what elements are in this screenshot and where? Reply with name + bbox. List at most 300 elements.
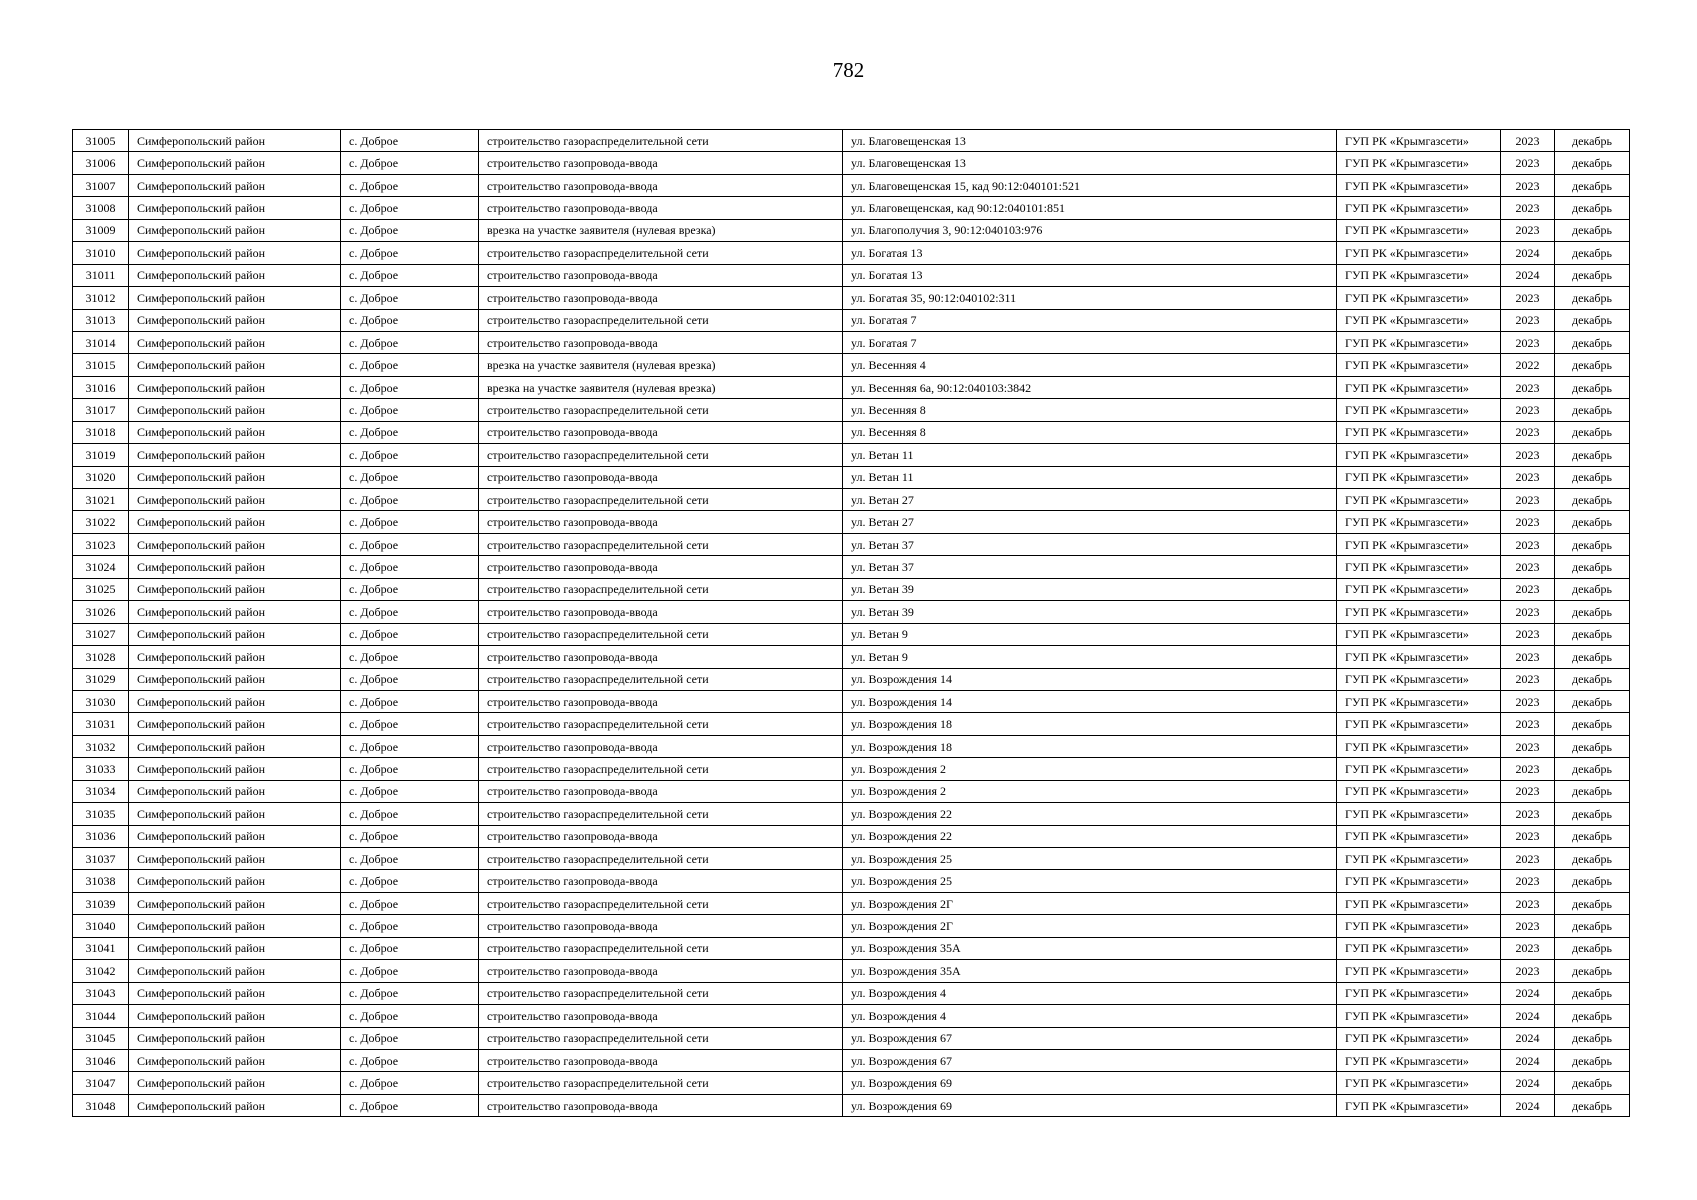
month-cell: декабрь [1555,466,1630,488]
organization-cell: ГУП РК «Крымгазсети» [1337,130,1501,152]
district-cell: Симферопольский район [129,646,341,668]
work-type-cell: строительство газопровода-ввода [479,735,843,757]
settlement-cell: с. Доброе [341,713,479,735]
work-type-cell: строительство газораспределительной сети [479,1027,843,1049]
organization-cell: ГУП РК «Крымгазсети» [1337,376,1501,398]
month-cell: декабрь [1555,533,1630,555]
month-cell: декабрь [1555,735,1630,757]
month-cell: декабрь [1555,421,1630,443]
district-cell: Симферопольский район [129,803,341,825]
row-number: 31014 [73,331,129,353]
district-cell: Симферопольский район [129,152,341,174]
organization-cell: ГУП РК «Крымгазсети» [1337,197,1501,219]
row-number: 31011 [73,264,129,286]
settlement-cell: с. Доброе [341,1094,479,1116]
organization-cell: ГУП РК «Крымгазсети» [1337,533,1501,555]
year-cell: 2023 [1501,892,1555,914]
month-cell: декабрь [1555,1005,1630,1027]
organization-cell: ГУП РК «Крымгазсети» [1337,825,1501,847]
district-cell: Симферопольский район [129,937,341,959]
table-row [73,690,1630,712]
address-cell: ул. Благовещенская 13 [843,152,1337,174]
table-row [73,242,1630,264]
settlement-cell: с. Доброе [341,354,479,376]
work-type-cell: строительство газопровода-ввода [479,825,843,847]
address-cell: ул. Возрождения 22 [843,803,1337,825]
table-row [73,1049,1630,1071]
row-number: 31029 [73,668,129,690]
month-cell: декабрь [1555,174,1630,196]
district-cell: Симферопольский район [129,960,341,982]
year-cell: 2023 [1501,803,1555,825]
district-cell: Симферопольский район [129,668,341,690]
row-number: 31039 [73,892,129,914]
row-number: 31026 [73,601,129,623]
year-cell: 2024 [1501,1094,1555,1116]
row-number: 31030 [73,690,129,712]
table-row [73,578,1630,600]
settlement-cell: с. Доброе [341,556,479,578]
work-type-cell: строительство газораспределительной сети [479,578,843,600]
table-row [73,152,1630,174]
year-cell: 2023 [1501,601,1555,623]
year-cell: 2023 [1501,152,1555,174]
district-cell: Симферопольский район [129,982,341,1004]
organization-cell: ГУП РК «Крымгазсети» [1337,421,1501,443]
month-cell: декабрь [1555,1072,1630,1094]
district-cell: Симферопольский район [129,489,341,511]
organization-cell: ГУП РК «Крымгазсети» [1337,556,1501,578]
organization-cell: ГУП РК «Крымгазсети» [1337,870,1501,892]
settlement-cell: с. Доброе [341,219,479,241]
address-cell: ул. Ветан 39 [843,578,1337,600]
organization-cell: ГУП РК «Крымгазсети» [1337,601,1501,623]
organization-cell: ГУП РК «Крымгазсети» [1337,848,1501,870]
settlement-cell: с. Доброе [341,690,479,712]
row-number: 31021 [73,489,129,511]
settlement-cell: с. Доброе [341,848,479,870]
row-number: 31017 [73,399,129,421]
month-cell: декабрь [1555,264,1630,286]
work-type-cell: строительство газораспределительной сети [479,1072,843,1094]
row-number: 31033 [73,758,129,780]
settlement-cell: с. Доброе [341,444,479,466]
year-cell: 2023 [1501,444,1555,466]
district-cell: Симферопольский район [129,1072,341,1094]
row-number: 31020 [73,466,129,488]
table-row [73,758,1630,780]
month-cell: декабрь [1555,242,1630,264]
year-cell: 2024 [1501,242,1555,264]
month-cell: декабрь [1555,309,1630,331]
month-cell: декабрь [1555,1094,1630,1116]
row-number: 31031 [73,713,129,735]
settlement-cell: с. Доброе [341,825,479,847]
district-cell: Симферопольский район [129,1094,341,1116]
district-cell: Симферопольский район [129,825,341,847]
address-cell: ул. Возрождения 25 [843,870,1337,892]
work-type-cell: строительство газопровода-ввода [479,960,843,982]
organization-cell: ГУП РК «Крымгазсети» [1337,489,1501,511]
row-number: 31035 [73,803,129,825]
table-row [73,309,1630,331]
row-number: 31047 [73,1072,129,1094]
settlement-cell: с. Доброе [341,489,479,511]
settlement-cell: с. Доброе [341,174,479,196]
year-cell: 2024 [1501,1072,1555,1094]
work-type-cell: строительство газораспределительной сети [479,444,843,466]
row-number: 31022 [73,511,129,533]
district-cell: Симферопольский район [129,713,341,735]
settlement-cell: с. Доброе [341,915,479,937]
work-type-cell: врезка на участке заявителя (нулевая врезка) [479,354,843,376]
month-cell: декабрь [1555,623,1630,645]
work-type-cell: врезка на участке заявителя (нулевая врезка) [479,219,843,241]
work-type-cell: строительство газораспределительной сети [479,892,843,914]
work-type-cell: строительство газопровода-ввода [479,1049,843,1071]
address-cell: ул. Ветан 11 [843,444,1337,466]
registry-table [72,129,1630,1117]
work-type-cell: строительство газопровода-ввода [479,1005,843,1027]
year-cell: 2023 [1501,623,1555,645]
table-row [73,533,1630,555]
district-cell: Симферопольский район [129,735,341,757]
settlement-cell: с. Доброе [341,130,479,152]
organization-cell: ГУП РК «Крымгазсети» [1337,242,1501,264]
address-cell: ул. Ветан 37 [843,556,1337,578]
address-cell: ул. Возрождения 4 [843,1005,1337,1027]
address-cell: ул. Ветан 9 [843,646,1337,668]
row-number: 31034 [73,780,129,802]
year-cell: 2024 [1501,1027,1555,1049]
row-number: 31005 [73,130,129,152]
year-cell: 2024 [1501,1049,1555,1071]
address-cell: ул. Богатая 13 [843,242,1337,264]
district-cell: Симферопольский район [129,354,341,376]
settlement-cell: с. Доброе [341,309,479,331]
settlement-cell: с. Доброе [341,735,479,757]
organization-cell: ГУП РК «Крымгазсети» [1337,219,1501,241]
year-cell: 2023 [1501,174,1555,196]
settlement-cell: с. Доброе [341,1005,479,1027]
organization-cell: ГУП РК «Крымгазсети» [1337,915,1501,937]
settlement-cell: с. Доброе [341,264,479,286]
row-number: 31024 [73,556,129,578]
settlement-cell: с. Доброе [341,758,479,780]
district-cell: Симферопольский район [129,421,341,443]
address-cell: ул. Возрождения 14 [843,668,1337,690]
year-cell: 2023 [1501,511,1555,533]
row-number: 31008 [73,197,129,219]
address-cell: ул. Благовещенская 13 [843,130,1337,152]
month-cell: декабрь [1555,287,1630,309]
address-cell: ул. Богатая 7 [843,309,1337,331]
table-row [73,825,1630,847]
organization-cell: ГУП РК «Крымгазсети» [1337,803,1501,825]
table-row [73,1027,1630,1049]
address-cell: ул. Возрождения 2Г [843,892,1337,914]
month-cell: декабрь [1555,511,1630,533]
year-cell: 2023 [1501,825,1555,847]
year-cell: 2023 [1501,331,1555,353]
year-cell: 2023 [1501,690,1555,712]
month-cell: декабрь [1555,803,1630,825]
settlement-cell: с. Доброе [341,533,479,555]
address-cell: ул. Весенняя 8 [843,399,1337,421]
row-number: 31012 [73,287,129,309]
year-cell: 2023 [1501,915,1555,937]
address-cell: ул. Возрождения 69 [843,1094,1337,1116]
table-row [73,870,1630,892]
month-cell: декабрь [1555,825,1630,847]
settlement-cell: с. Доброе [341,1049,479,1071]
district-cell: Симферопольский район [129,780,341,802]
month-cell: декабрь [1555,668,1630,690]
settlement-cell: с. Доброе [341,780,479,802]
month-cell: декабрь [1555,376,1630,398]
address-cell: ул. Ветан 27 [843,511,1337,533]
work-type-cell: строительство газопровода-ввода [479,197,843,219]
month-cell: декабрь [1555,578,1630,600]
row-number: 31010 [73,242,129,264]
organization-cell: ГУП РК «Крымгазсети» [1337,578,1501,600]
district-cell: Симферопольский район [129,376,341,398]
table-row [73,915,1630,937]
registry-body [73,130,1630,1117]
table-row [73,1094,1630,1116]
organization-cell: ГУП РК «Крымгазсети» [1337,174,1501,196]
year-cell: 2023 [1501,556,1555,578]
address-cell: ул. Богатая 7 [843,331,1337,353]
work-type-cell: строительство газопровода-ввода [479,264,843,286]
district-cell: Симферопольский район [129,578,341,600]
table-row [73,444,1630,466]
district-cell: Симферопольский район [129,197,341,219]
settlement-cell: с. Доброе [341,892,479,914]
work-type-cell: строительство газораспределительной сети [479,803,843,825]
row-number: 31041 [73,937,129,959]
organization-cell: ГУП РК «Крымгазсети» [1337,982,1501,1004]
address-cell: ул. Возрождения 2 [843,758,1337,780]
address-cell: ул. Возрождения 67 [843,1027,1337,1049]
table-row [73,197,1630,219]
table-row [73,623,1630,645]
year-cell: 2023 [1501,960,1555,982]
table-row [73,399,1630,421]
year-cell: 2023 [1501,735,1555,757]
work-type-cell: строительство газораспределительной сети [479,713,843,735]
district-cell: Симферопольский район [129,466,341,488]
district-cell: Симферопольский район [129,1027,341,1049]
address-cell: ул. Возрождения 18 [843,735,1337,757]
table-row [73,466,1630,488]
work-type-cell: строительство газопровода-ввода [479,466,843,488]
address-cell: ул. Благополучия 3, 90:12:040103:976 [843,219,1337,241]
table-row [73,601,1630,623]
district-cell: Симферопольский район [129,130,341,152]
table-row [73,1072,1630,1094]
table-row [73,354,1630,376]
month-cell: декабрь [1555,780,1630,802]
row-number: 31032 [73,735,129,757]
work-type-cell: строительство газораспределительной сети [479,982,843,1004]
settlement-cell: с. Доброе [341,1072,479,1094]
year-cell: 2023 [1501,399,1555,421]
organization-cell: ГУП РК «Крымгазсети» [1337,937,1501,959]
address-cell: ул. Весенняя 8 [843,421,1337,443]
work-type-cell: строительство газораспределительной сети [479,848,843,870]
organization-cell: ГУП РК «Крымгазсети» [1337,1094,1501,1116]
year-cell: 2023 [1501,848,1555,870]
address-cell: ул. Ветан 27 [843,489,1337,511]
settlement-cell: с. Доброе [341,646,479,668]
work-type-cell: строительство газопровода-ввода [479,780,843,802]
organization-cell: ГУП РК «Крымгазсети» [1337,1072,1501,1094]
organization-cell: ГУП РК «Крымгазсети» [1337,444,1501,466]
work-type-cell: строительство газопровода-ввода [479,870,843,892]
address-cell: ул. Весенняя 6а, 90:12:040103:3842 [843,376,1337,398]
organization-cell: ГУП РК «Крымгазсети» [1337,1049,1501,1071]
district-cell: Симферопольский район [129,264,341,286]
year-cell: 2023 [1501,780,1555,802]
month-cell: декабрь [1555,556,1630,578]
work-type-cell: строительство газораспределительной сети [479,489,843,511]
table-row [73,174,1630,196]
table-row [73,219,1630,241]
organization-cell: ГУП РК «Крымгазсети» [1337,511,1501,533]
month-cell: декабрь [1555,354,1630,376]
year-cell: 2023 [1501,197,1555,219]
year-cell: 2023 [1501,646,1555,668]
work-type-cell: строительство газораспределительной сети [479,309,843,331]
row-number: 31046 [73,1049,129,1071]
work-type-cell: строительство газопровода-ввода [479,421,843,443]
settlement-cell: с. Доброе [341,623,479,645]
district-cell: Симферопольский район [129,690,341,712]
month-cell: декабрь [1555,219,1630,241]
work-type-cell: строительство газораспределительной сети [479,399,843,421]
work-type-cell: строительство газораспределительной сети [479,937,843,959]
table-row [73,982,1630,1004]
year-cell: 2023 [1501,870,1555,892]
row-number: 31043 [73,982,129,1004]
district-cell: Симферопольский район [129,556,341,578]
table-row [73,892,1630,914]
month-cell: декабрь [1555,915,1630,937]
settlement-cell: с. Доброе [341,511,479,533]
work-type-cell: строительство газораспределительной сети [479,668,843,690]
district-cell: Симферопольский район [129,870,341,892]
address-cell: ул. Возрождения 67 [843,1049,1337,1071]
month-cell: декабрь [1555,690,1630,712]
year-cell: 2023 [1501,713,1555,735]
organization-cell: ГУП РК «Крымгазсети» [1337,892,1501,914]
row-number: 31025 [73,578,129,600]
table-row [73,848,1630,870]
organization-cell: ГУП РК «Крымгазсети» [1337,646,1501,668]
district-cell: Симферопольский район [129,623,341,645]
row-number: 31028 [73,646,129,668]
address-cell: ул. Возрождения 2 [843,780,1337,802]
month-cell: декабрь [1555,646,1630,668]
organization-cell: ГУП РК «Крымгазсети» [1337,1005,1501,1027]
row-number: 31018 [73,421,129,443]
address-cell: ул. Возрождения 2Г [843,915,1337,937]
row-number: 31013 [73,309,129,331]
settlement-cell: с. Доброе [341,466,479,488]
district-cell: Симферопольский район [129,309,341,331]
address-cell: ул. Возрождения 35А [843,960,1337,982]
settlement-cell: с. Доброе [341,870,479,892]
year-cell: 2023 [1501,130,1555,152]
table-row [73,960,1630,982]
month-cell: декабрь [1555,1027,1630,1049]
settlement-cell: с. Доброе [341,399,479,421]
work-type-cell: строительство газораспределительной сети [479,623,843,645]
month-cell: декабрь [1555,960,1630,982]
row-number: 31038 [73,870,129,892]
year-cell: 2023 [1501,466,1555,488]
settlement-cell: с. Доброе [341,803,479,825]
address-cell: ул. Ветан 11 [843,466,1337,488]
address-cell: ул. Возрождения 14 [843,690,1337,712]
settlement-cell: с. Доброе [341,960,479,982]
row-number: 31044 [73,1005,129,1027]
organization-cell: ГУП РК «Крымгазсети» [1337,152,1501,174]
organization-cell: ГУП РК «Крымгазсети» [1337,668,1501,690]
settlement-cell: с. Доброе [341,601,479,623]
work-type-cell: строительство газопровода-ввода [479,287,843,309]
district-cell: Симферопольский район [129,444,341,466]
table-row [73,130,1630,152]
table-row [73,1005,1630,1027]
address-cell: ул. Богатая 35, 90:12:040102:311 [843,287,1337,309]
table-row [73,556,1630,578]
organization-cell: ГУП РК «Крымгазсети» [1337,331,1501,353]
page-number: 782 [832,58,865,82]
organization-cell: ГУП РК «Крымгазсети» [1337,713,1501,735]
address-cell: ул. Ветан 39 [843,601,1337,623]
year-cell: 2023 [1501,376,1555,398]
work-type-cell: строительство газораспределительной сети [479,130,843,152]
year-cell: 2023 [1501,489,1555,511]
settlement-cell: с. Доброе [341,982,479,1004]
table-row [73,331,1630,353]
year-cell: 2023 [1501,937,1555,959]
month-cell: декабрь [1555,937,1630,959]
address-cell: ул. Ветан 37 [843,533,1337,555]
district-cell: Симферопольский район [129,331,341,353]
row-number: 31036 [73,825,129,847]
year-cell: 2024 [1501,982,1555,1004]
work-type-cell: строительство газопровода-ввода [479,915,843,937]
month-cell: декабрь [1555,489,1630,511]
district-cell: Симферопольский район [129,399,341,421]
year-cell: 2023 [1501,533,1555,555]
year-cell: 2023 [1501,421,1555,443]
month-cell: декабрь [1555,713,1630,735]
organization-cell: ГУП РК «Крымгазсети» [1337,309,1501,331]
address-cell: ул. Весенняя 4 [843,354,1337,376]
address-cell: ул. Возрождения 22 [843,825,1337,847]
settlement-cell: с. Доброе [341,242,479,264]
work-type-cell: строительство газопровода-ввода [479,1094,843,1116]
organization-cell: ГУП РК «Крымгазсети» [1337,264,1501,286]
table-row [73,735,1630,757]
table-row [73,803,1630,825]
settlement-cell: с. Доброе [341,1027,479,1049]
organization-cell: ГУП РК «Крымгазсети» [1337,623,1501,645]
